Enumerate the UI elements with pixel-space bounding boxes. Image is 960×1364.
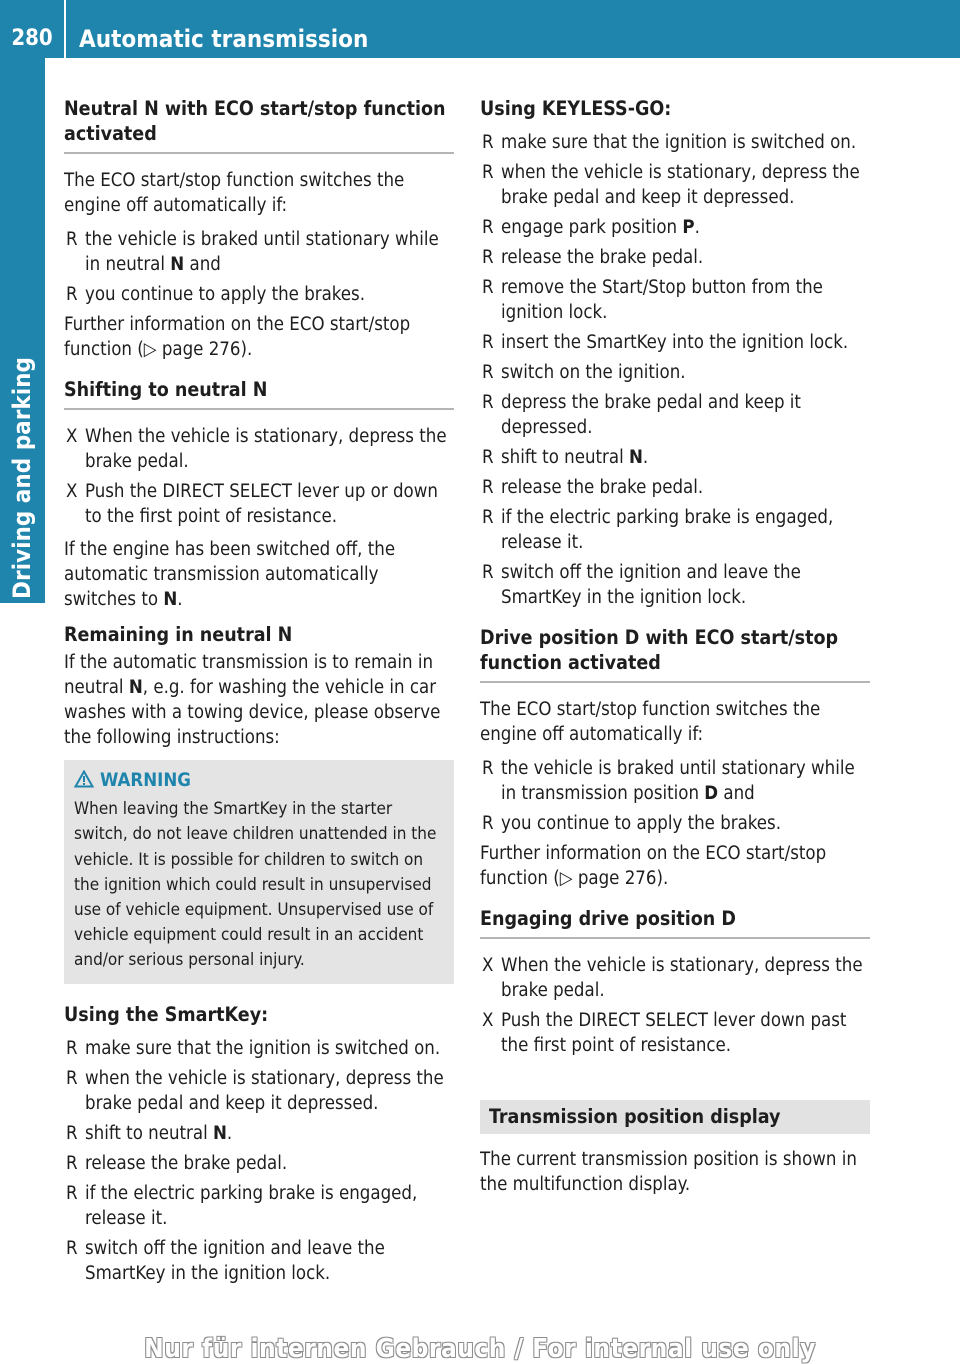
header-divider [64, 0, 66, 58]
bullet-marker: R [482, 332, 494, 353]
bullet-marker: R [482, 392, 494, 413]
bullet-marker: R [66, 1182, 78, 1204]
paragraph: Further information on the ECO start/stop function (▷ page 276). [480, 843, 827, 889]
bullet-item: R release the brake pedal. [482, 477, 704, 498]
left-column [64, 96, 454, 1291]
warning-box [64, 760, 454, 984]
bullet-item: R release the brake pedal. [482, 247, 704, 268]
bullet-item: R shift to neutral N. [66, 1122, 233, 1144]
bullet-marker: R [482, 758, 494, 779]
heading-using-keyless-go: Using KEYLESS-GO: [480, 97, 672, 120]
bullet-marker: R [482, 562, 494, 583]
side-tab [0, 58, 45, 603]
step-item: X When the vehicle is stationary, depress the brake pedal. [482, 955, 863, 1001]
paragraph: If the engine has been switched off, the automatic transmission automatically switches to N. [64, 539, 396, 610]
heading-engaging-drive: Engaging drive position D [480, 906, 870, 939]
step-marker: X [482, 955, 494, 976]
bullet-item: R switch on the ignition. [482, 362, 686, 383]
bullet-marker: R [66, 1237, 78, 1259]
paragraph: Further information on the ECO start/stop function (▷ page 276). [64, 314, 411, 360]
bullet-marker: R [66, 229, 78, 250]
bullet-item: R depress the brake pedal and keep it depressed. [482, 392, 801, 438]
bullet-marker: R [66, 1067, 78, 1089]
bullet-item: R you continue to apply the brakes. [66, 284, 365, 305]
bullet-item: R switch off the ignition and leave the SmartKey in the ignition lock. [482, 562, 801, 608]
bullet-marker: R [66, 1152, 78, 1174]
bullet-marker: R [482, 362, 494, 383]
paragraph: The ECO start/stop function switches the engine off automatically if: [64, 170, 405, 216]
step-marker: X [66, 426, 78, 447]
step-item: X Push the DIRECT SELECT lever up or down to the first point of resistance. [66, 481, 438, 527]
bullet-marker: R [482, 507, 494, 528]
bullet-marker: R [482, 217, 494, 238]
bullet-marker: R [482, 447, 494, 468]
heading-remaining-neutral: Remaining in neutral N [64, 623, 293, 646]
side-tab-label: Driving and parking [8, 357, 36, 599]
step-marker: X [66, 481, 78, 502]
bullet-marker: R [66, 1037, 78, 1059]
paragraph: The current transmission position is shown in the multifunction display. [480, 1149, 857, 1195]
page-number: 280 [11, 26, 53, 51]
bullet-marker: R [66, 284, 78, 305]
section-banner: Transmission position display [480, 1100, 870, 1134]
bullet-marker: R [482, 247, 494, 268]
heading-drive-eco: Drive position D with ECO start/stop function activated [480, 625, 870, 683]
bullet-marker: R [482, 132, 494, 153]
bullet-item: R the vehicle is braked until stationary while in transmission position D and [482, 758, 855, 804]
step-marker: X [482, 1010, 494, 1031]
bullet-marker: R [66, 1122, 78, 1144]
bullet-marker: R [482, 477, 494, 498]
bullet-item: R when the vehicle is stationary, depress the brake pedal and keep it depressed. [66, 1067, 444, 1114]
heading-neutral-eco: Neutral N with ECO start/stop function activated [64, 96, 454, 154]
warning-heading: WARNING [74, 768, 444, 793]
heading-using-smartkey: Using the SmartKey: [64, 1002, 269, 1026]
bullet-item: R remove the Start/Stop button from the ignition lock. [482, 277, 823, 323]
heading-shifting-neutral: Shifting to neutral N [64, 377, 454, 410]
paragraph: The ECO start/stop function switches the engine off automatically if: [480, 699, 821, 745]
bullet-item: R the vehicle is braked until stationary while in neutral N and [66, 229, 439, 275]
watermark: Nur für internen Gebrauch / For internal use only [144, 1334, 816, 1364]
chapter-title: Automatic transmission [79, 25, 369, 53]
bullet-item: R release the brake pedal. [66, 1152, 288, 1174]
bullet-item: R you continue to apply the brakes. [482, 813, 781, 834]
bullet-marker: R [482, 277, 494, 298]
bullet-item: R engage park position P. [482, 217, 700, 238]
bullet-item: R switch off the ignition and leave the SmartKey in the ignition lock. [66, 1237, 385, 1284]
bullet-marker: R [482, 162, 494, 183]
bullet-item: R shift to neutral N. [482, 447, 649, 468]
paragraph: If the automatic transmission is to remain in neutral N, e.g. for washing the vehicle in car washes with a towing device, please observe the following instructions: [64, 652, 441, 748]
warning-text: When leaving the SmartKey in the starter switch, do not leave children unattended in the vehicle. It is possible for children to switch on the ignition which could result in unsupervised use of vehicle equipment. Unsupervised use of vehicle equipment could result in an accident and/or serious personal injury. [74, 799, 437, 971]
bullet-item: R when the vehicle is stationary, depress the brake pedal and keep it depressed. [482, 162, 860, 208]
bullet-item: R make sure that the ignition is switched on. [482, 132, 857, 153]
step-item: X When the vehicle is stationary, depress the brake pedal. [66, 426, 447, 472]
warning-triangle-icon [74, 770, 94, 788]
bullet-item: R make sure that the ignition is switched on. [66, 1037, 441, 1059]
bullet-item: R if the electric parking brake is engaged, release it. [66, 1182, 418, 1229]
right-column [480, 96, 870, 1206]
bullet-item: R if the electric parking brake is engaged, release it. [482, 507, 834, 553]
bullet-item: R insert the SmartKey into the ignition lock. [482, 332, 849, 353]
bullet-marker: R [482, 813, 494, 834]
step-item: X Push the DIRECT SELECT lever down past the first point of resistance. [482, 1010, 847, 1056]
header-bar [0, 0, 960, 58]
